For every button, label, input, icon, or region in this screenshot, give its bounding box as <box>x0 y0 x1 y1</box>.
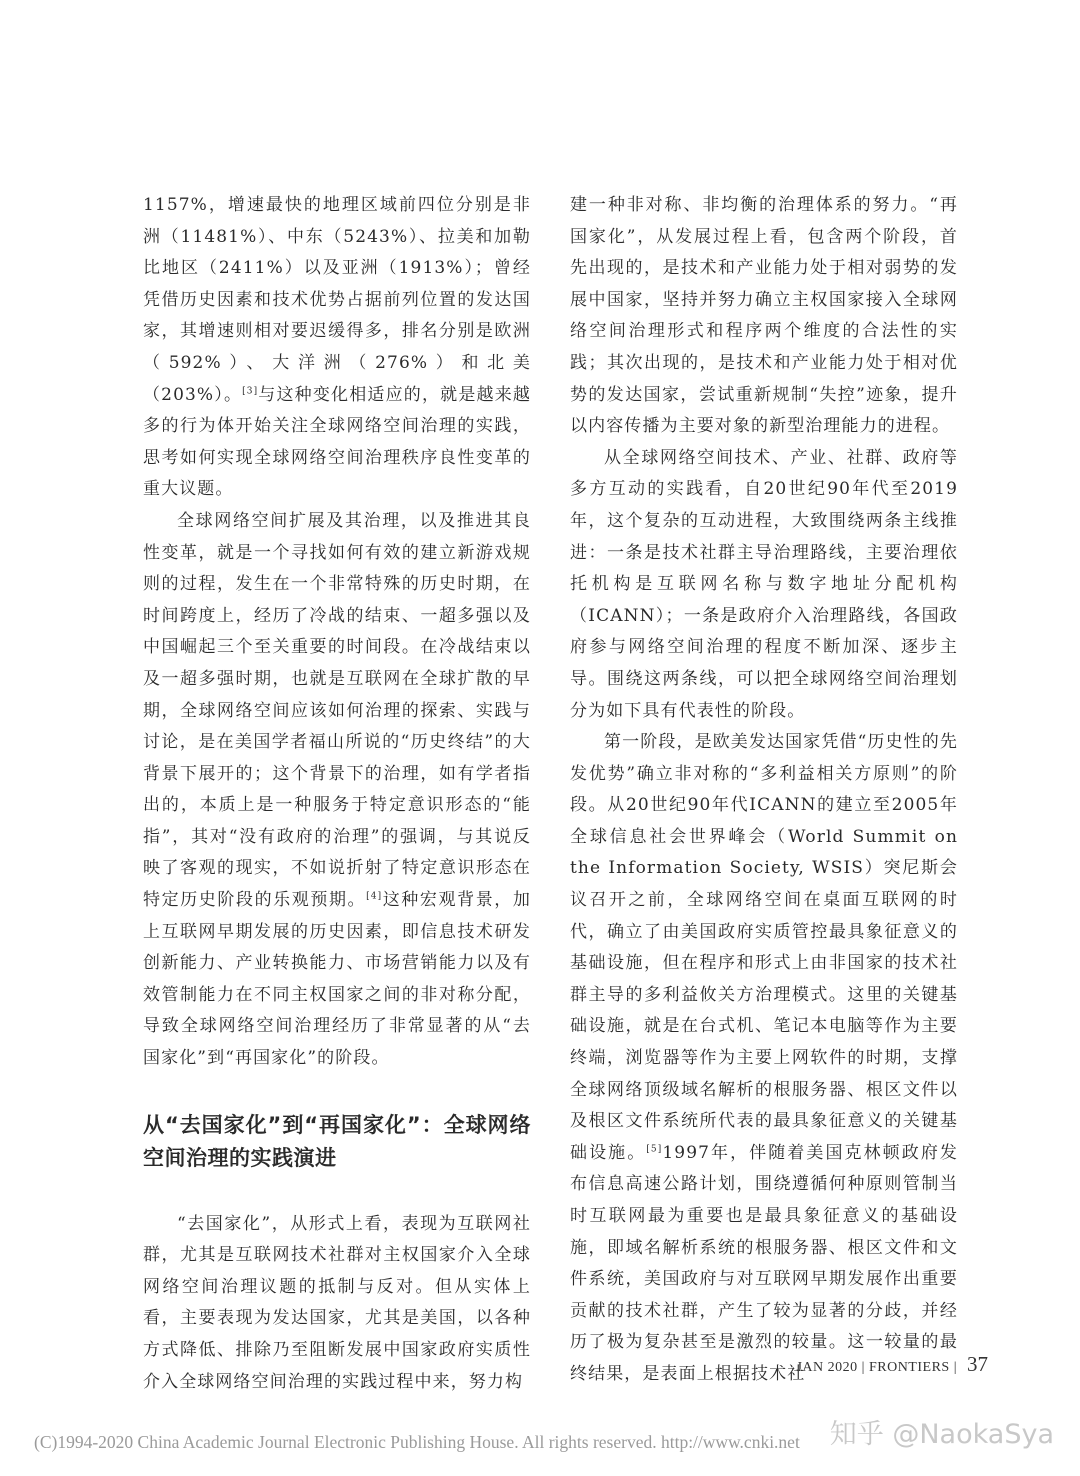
left-column <box>143 190 531 1398</box>
paragraph: “去国家化”，从形式上看，表现为互联网社群，尤其是互联网技术社群对主权国家介入全球网络空间治理议题的抵制与反对。但从实体上看，主要表现为发达国家，尤其是美国，以各种方式降低、排除乃至阻断发展中国家政府实质性介入全球网络空间治理的实践过程中来，努力构 <box>143 1213 531 1392</box>
paragraph <box>143 506 531 1075</box>
journal-name: JAN 2020 | FRONTIERS | <box>796 1360 957 1375</box>
paragraph: 建一种非对称、非均衡的治理体系的努力。“再国家化”，从发展过程上看，包含两个阶段，首先出现的，是技术和产业能力处于相对弱势的发展中国家，坚持并努力确立主权国家接入全球网络空间治理形式和程序两个维度的合法性的实践；其次出现的，是技术和产业能力处于相对优势的发达国家，尝试重新规制“失控”迹象，提升以内容传播为主要对象的新型治理能力的进程。 <box>570 195 958 437</box>
paragraph-text: 全球网络空间扩展及其治理，以及推进其良性变革，就是一个寻找如何有效的建立新游戏规则的过程，发生在一个非常特殊的历史时期，在时间跨度上，经历了冷战的结束、一超多强以及中国崛起三个至关重要的时间段。在冷战结束以及一超多强时期，也就是互联网在全球扩散的早期，全球网络空间应该如何治理的探索、实践与讨论，是在美国学者福山所说的“历史终结”的大背景下展开的；这个背景下的治理，如有学者指出的，本质上是一种服务于特定意识形态的“能指”，其对“没有政府的治理”的强调，与其说反映了客观的现实，不如说折射了特定意识形态在特定历史阶段的乐观预期。 <box>143 510 531 911</box>
page-number: 37 <box>967 1352 988 1376</box>
page-footer <box>796 1352 988 1377</box>
paragraph <box>570 727 958 1390</box>
watermark: 知乎 @NaokaSya <box>829 1419 1054 1450</box>
paragraph-text: 第一阶段，是欧美发达国家凭借“历史性的先发优势”确立非对称的“多利益相关方原则”的阶段。从20世纪90年代ICANN的建立至2005年全球信息社会世界峰会（World Summit on the Information Society, WSIS）突尼斯会议召开之前，全球网络空间在桌面互联网的时代，确立了由美国政府实质管控最具象征意义的基础设施，但在程序和形式上由非国家的技术社群主导的多利益攸关方治理模式。这里的关键基础设施，就是在台式机、笔记本电脑等作为主要终端，浏览器等作为主要上网软件的时期，支撑全球网络顶级域名解析的根服务器、根区文件以及根区文件系统所代表的最具象征意义的关键基础设施。 <box>570 732 958 1163</box>
paragraph-text: 这种宏观背景，加上互联网早期发展的历史因素，即信息技术研发创新能力、产业转换能力、市场营销能力以及有效管制能力在不同主权国家之间的非对称分配，导致全球网络空间治理经历了非常显著的从“去国家化”到“再国家化”的阶段。 <box>143 890 531 1069</box>
right-column <box>570 190 958 1391</box>
section-heading: 从“去国家化”到“再国家化”：全球网络空间治理的实践演进 <box>143 1112 531 1170</box>
paragraph: 从全球网络空间技术、产业、社群、政府等多方互动的实践看，自20世纪90年代至2019年，这个复杂的互动进程，大致围绕两条主线推进：一条是技术社群主导治理路线，主要治理依托机构是互联网名称与数字地址分配机构（ICANN）；一条是政府介入治理路线，各国政府参与网络空间治理的程度不断加深、逐步主导。围绕这两条线，可以把全球网络空间治理划分为如下具有代表性的阶段。 <box>570 447 958 721</box>
paragraph-text: 1157%，增速最快的地理区域前四位分别是非洲（11481%）、中东（5243%）、拉美和加勒比地区（2411%）以及亚洲（1913%）；曾经凭借历史因素和技术优势占据前列位置的发达国家，其增速则相对要迟缓得多，排名分别是欧洲（592%）、大洋洲（276%）和北美（203%）。 <box>143 195 531 405</box>
paragraph <box>143 190 531 506</box>
copyright-notice: (C)1994-2020 China Academic Journal Electronic Publishing House. All rights reserved. http://www.cnki.net <box>34 1432 800 1452</box>
citation-ref[interactable]: [3] <box>242 385 259 396</box>
paragraph-text: 与这种变化相适应的，就是越来越多的行为体开始关注全球网络空间治理的实践，思考如何实现全球网络空间治理秩序良性变革的重大议题。 <box>143 384 532 500</box>
paragraph-text: 1997年，伴随着美国克林顿政府发布信息高速公路计划，围绕遵循何种原则管制当时互联网最为重要也是最具象征意义的基础设施，即域名解析系统的根服务器、根区文件和文件系统，美国政府与对互联网早期发展作出重要贡献的技术社群，产生了较为显著的分歧，并经历了极为复杂甚至是激烈的较量。这一较量的最终结果，是表面上根据技术社 <box>570 1142 958 1384</box>
citation-ref[interactable]: [4] <box>366 891 383 902</box>
citation-ref[interactable]: [5] <box>646 1144 663 1155</box>
